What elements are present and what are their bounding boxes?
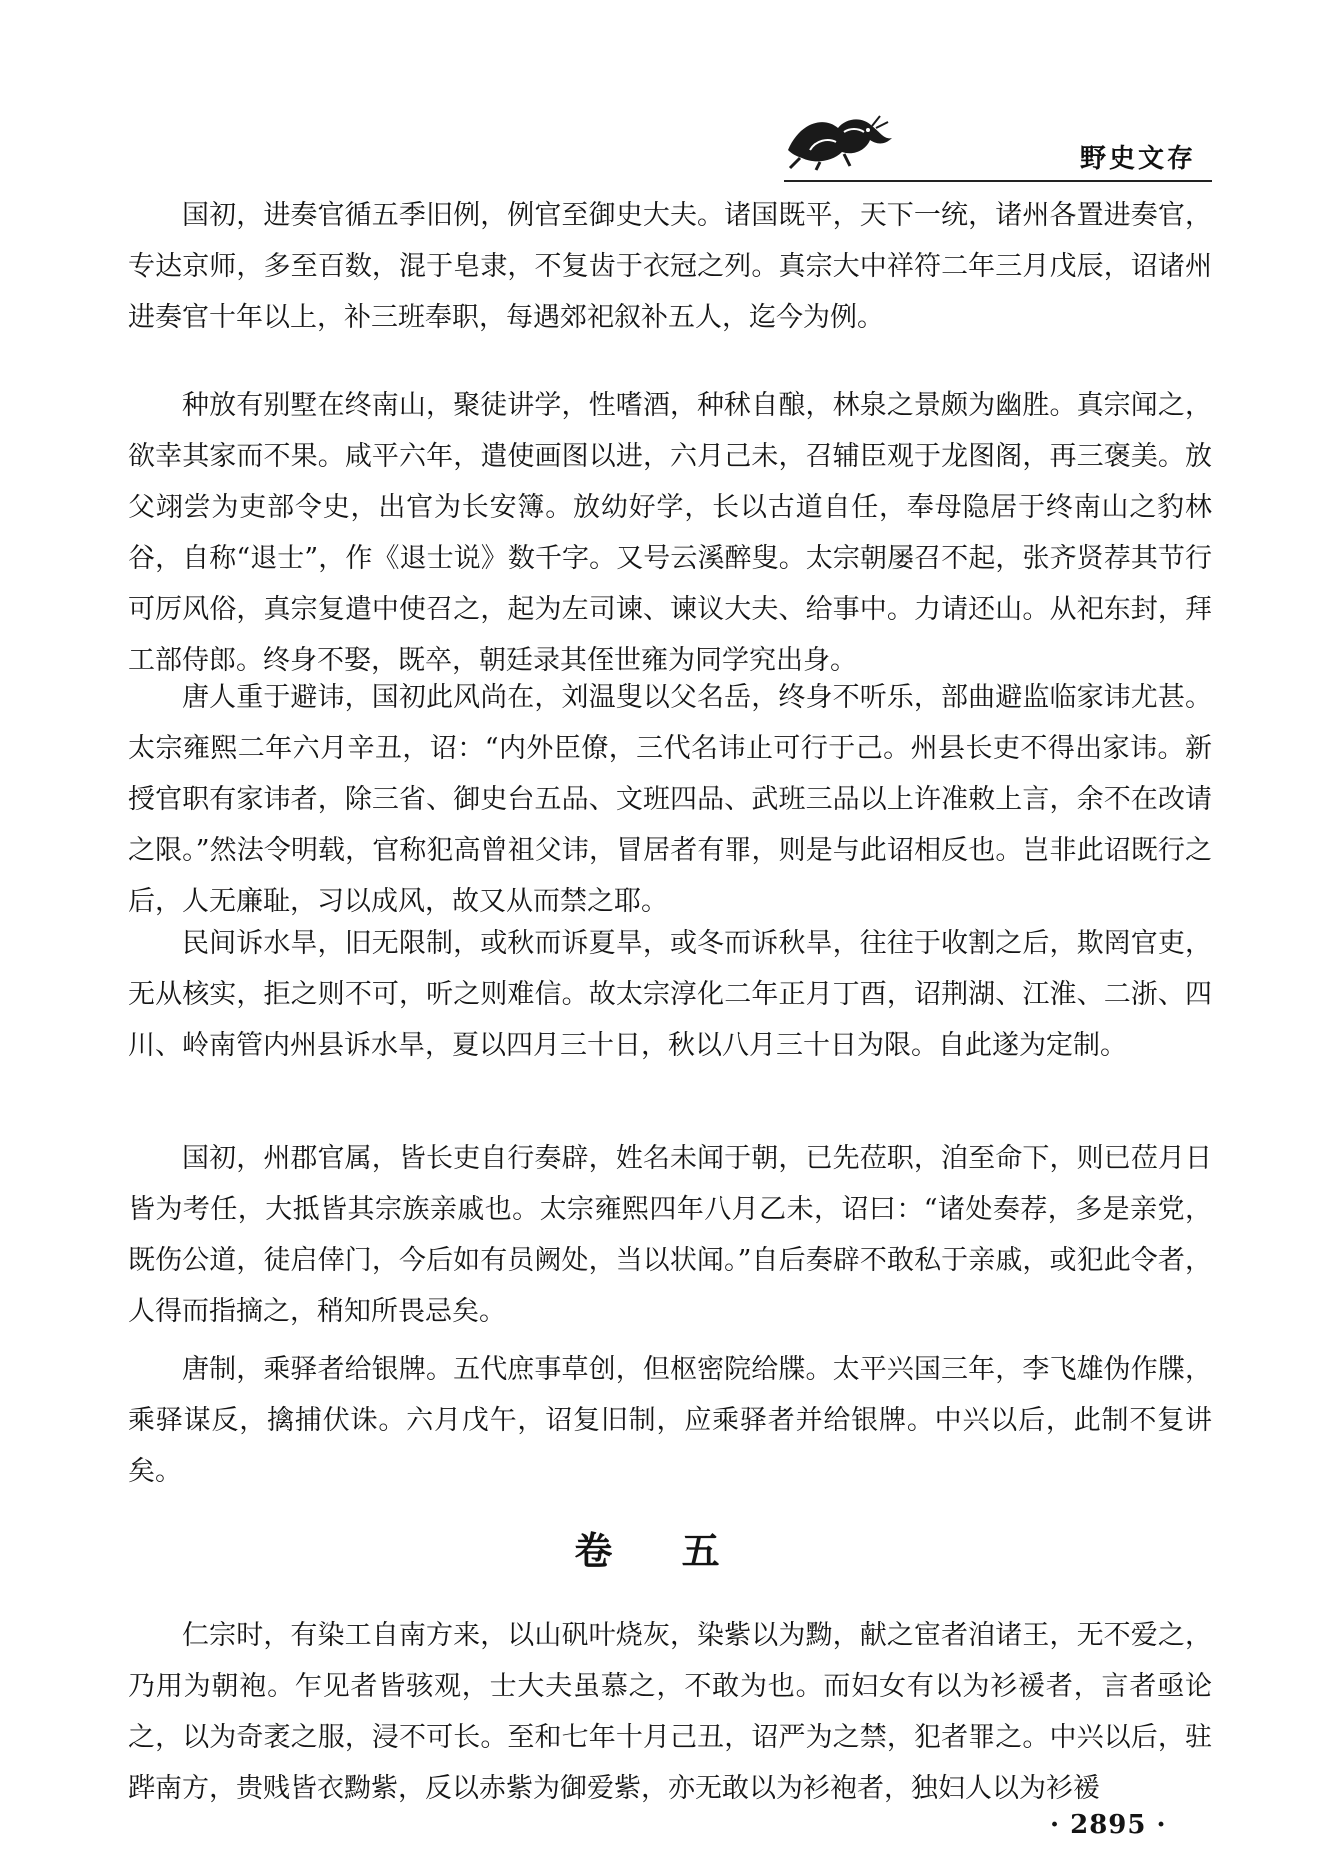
running-header-title: 野史文存 — [1080, 144, 1197, 174]
paragraph-7: 仁宗时，有染工自南方来，以山矾叶烧灰，染紫以为黝，献之宦者洎诸王，无不爱之，乃用为朝袍。乍见者皆骇观，士大夫虽慕之，不敢为也。而妇女有以为衫褑者，言者亟论之，以为奇袤之服，浸不可长。至和七年十月己丑，诏严为之禁，犯者罪之。中兴以后，驻跸南方，贵贱皆衣黝紫，反以赤紫为御爱紫，亦无敢以为衫袍者，独妇人以为衫褑 — [128, 1620, 1212, 1804]
paragraph-2: 种放有别墅在终南山，聚徒讲学，性嗜酒，种秫自酿，林泉之景颇为幽胜。真宗闻之，欲幸其家而不果。咸平六年，遣使画图以进，六月己未，召辅臣观于龙图阁，再三褒美。放父翊尝为吏部令史，出官为长安簿。放幼好学，长以古道自任，奉母隐居于终南山之豹林谷，自称“退士”，作《退士说》数千字。又号云溪醉叟。太宗朝屡召不起，张齐贤荐其节行可厉风俗，真宗复遣中使召之，起为左司谏、谏议大夫、给事中。力请还山。从祀东封，拜工部侍郎。终身不娶，既卒，朝廷录其侄世雍为同学究出身。 — [128, 390, 1212, 676]
dragon-icon — [780, 110, 900, 172]
page-number: · 2895 · — [1050, 1810, 1167, 1840]
paragraph-4: 民间诉水旱，旧无限制，或秋而诉夏旱，或冬而诉秋旱，往往于收割之后，欺罔官吏，无从核实，拒之则不可，听之则难信。故太宗淳化二年正月丁酉，诏荆湖、江淮、二浙、四川、岭南管内州县诉水旱，夏以四月三十日，秋以八月三十日为限。自此遂为定制。 — [128, 928, 1212, 1061]
paragraph-3: 唐人重于避讳，国初此风尚在，刘温叟以父名岳，终身不听乐，部曲避监临家讳尤甚。太宗雍熙二年六月辛丑，诏：“内外臣僚，三代名讳止可行于己。州县长吏不得出家讳。新授官职有家讳者，除三省、御史台五品、文班四品、武班三品以上许准敕上言，余不在改请之限。”然法令明载，官称犯高曾祖父讳，冒居者有罪，则是与此诏相反也。岂非此诏既行之后，人无廉耻，习以成风，故又从而禁之耶。 — [128, 682, 1212, 917]
paragraph-5: 国初，州郡官属，皆长吏自行奏辟，姓名未闻于朝，已先莅职，洎至命下，则已莅月日皆为考任，大抵皆其宗族亲戚也。太宗雍熙四年八月乙未，诏曰：“诸处奏荐，多是亲党，既伤公道，徒启倖门，今后如有员阙处，当以状闻。”自后奏辟不敢私于亲戚，或犯此令者，人得而指摘之，稍知所畏忌矣。 — [128, 1143, 1212, 1327]
paragraph-1: 国初，进奏官循五季旧例，例官至御史大夫。诸国既平，天下一统，诸州各置进奏官，专达京师，多至百数，混于皂隶，不复齿于衣冠之列。真宗大中祥符二年三月戊辰，诏诸州进奏官十年以上，补三班奉职，每遇郊祀叙补五人，迄今为例。 — [128, 200, 1212, 333]
header-rule — [784, 180, 1212, 182]
section-title: 卷 五 — [574, 1529, 748, 1573]
paragraph-6: 唐制，乘驿者给银牌。五代庶事草创，但枢密院给牒。太平兴国三年，李飞雄伪作牒，乘驿谋反，擒捕伏诛。六月戊午，诏复旧制，应乘驿者并给银牌。中兴以后，此制不复讲矣。 — [128, 1354, 1212, 1487]
